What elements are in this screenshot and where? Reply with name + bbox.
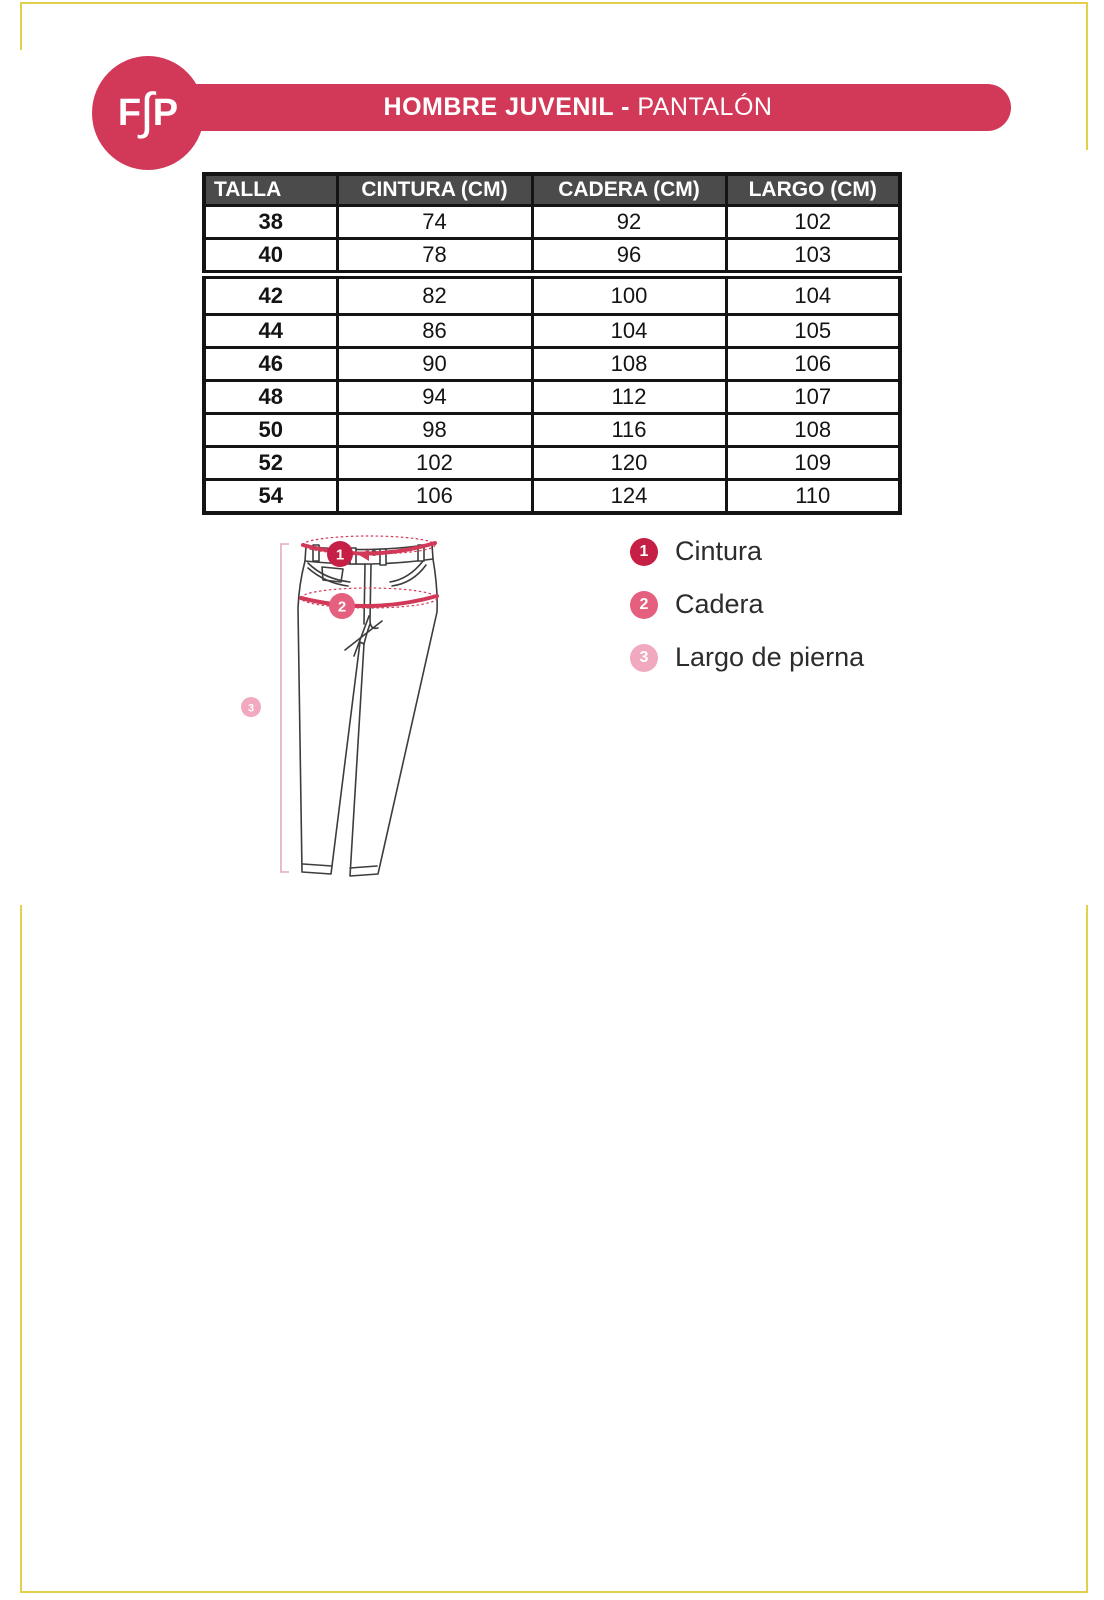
legend-item: [630, 642, 864, 673]
title-banner: [145, 84, 1011, 134]
measure-cell: 108: [726, 414, 900, 447]
measure-cell: 78: [337, 239, 532, 275]
brand-logo: [92, 56, 204, 170]
measure-cell: 102: [337, 447, 532, 480]
legend-label: Largo de pierna: [675, 642, 865, 672]
frame-line-top: [20, 2, 1088, 4]
leg-length-badge-number: 3: [247, 702, 255, 715]
legend-badge: 2: [630, 591, 658, 619]
legend-item: [630, 589, 864, 620]
measure-cell: 103: [726, 239, 900, 275]
measure-cell: 108: [532, 348, 726, 381]
legend-badge: 3: [630, 644, 658, 672]
legend: [630, 536, 864, 673]
measure-cell: 92: [532, 206, 726, 239]
size-cell: 50: [204, 414, 337, 447]
column-header: CADERA (CM): [532, 174, 726, 206]
logo-squiggle-icon: ∫: [140, 83, 154, 139]
table-row: [204, 480, 900, 514]
leg-length-measure-line: [281, 544, 289, 872]
hip-badge-number: 2: [337, 598, 347, 616]
table-row: [204, 206, 900, 239]
size-table: [202, 172, 902, 515]
legend-item: [630, 536, 864, 567]
size-cell: 44: [204, 315, 337, 348]
jeans-drawing: [298, 544, 437, 876]
measure-cell: 124: [532, 480, 726, 514]
frame-line-left-top: [20, 2, 22, 50]
measure-cell: 112: [532, 381, 726, 414]
size-cell: 46: [204, 348, 337, 381]
measure-cell: 106: [337, 480, 532, 514]
measure-cell: 104: [726, 275, 900, 315]
measure-cell: 102: [726, 206, 900, 239]
measure-cell: 94: [337, 381, 532, 414]
legend-label: Cintura: [675, 536, 763, 566]
measure-cell: 100: [532, 275, 726, 315]
size-table-body: [204, 206, 900, 514]
table-row: [204, 348, 900, 381]
measure-cell: 107: [726, 381, 900, 414]
page-title: [384, 93, 773, 122]
table-row: [204, 275, 900, 315]
legend-label: Cadera: [675, 589, 764, 619]
table-row: [204, 381, 900, 414]
table-row: [204, 239, 900, 275]
frame-line-left-bottom: [20, 905, 22, 1593]
measure-cell: 109: [726, 447, 900, 480]
measure-cell: 106: [726, 348, 900, 381]
measure-cell: 120: [532, 447, 726, 480]
column-header: TALLA: [204, 174, 337, 206]
measure-cell: 86: [337, 315, 532, 348]
table-row: [204, 315, 900, 348]
column-header: CINTURA (CM): [337, 174, 532, 206]
frame-line-right-bottom: [1086, 905, 1088, 1593]
frame-line-bottom: [20, 1591, 1088, 1593]
size-cell: 48: [204, 381, 337, 414]
logo-letter-f: F: [117, 92, 142, 134]
size-table-header-row: [204, 174, 900, 206]
measure-cell: 105: [726, 315, 900, 348]
measure-cell: 98: [337, 414, 532, 447]
measure-cell: 96: [532, 239, 726, 275]
table-row: [204, 414, 900, 447]
size-cell: 38: [204, 206, 337, 239]
page-title-light: PANTALÓN: [637, 93, 773, 121]
legend-badge: 1: [630, 538, 658, 566]
pants-diagram: [228, 520, 468, 892]
measure-cell: 116: [532, 414, 726, 447]
measure-cell: 104: [532, 315, 726, 348]
column-header: LARGO (CM): [726, 174, 900, 206]
waist-badge-number: 1: [335, 546, 345, 564]
size-cell: 42: [204, 275, 337, 315]
size-cell: 52: [204, 447, 337, 480]
measure-cell: 90: [337, 348, 532, 381]
logo-letter-p: P: [152, 92, 179, 134]
table-row: [204, 447, 900, 480]
page-title-bold: HOMBRE JUVENIL -: [383, 93, 638, 121]
measure-cell: 82: [337, 275, 532, 315]
measure-cell: 74: [337, 206, 532, 239]
size-cell: 54: [204, 480, 337, 514]
measure-cell: 110: [726, 480, 900, 514]
frame-line-right-top: [1086, 2, 1088, 150]
size-cell: 40: [204, 239, 337, 275]
